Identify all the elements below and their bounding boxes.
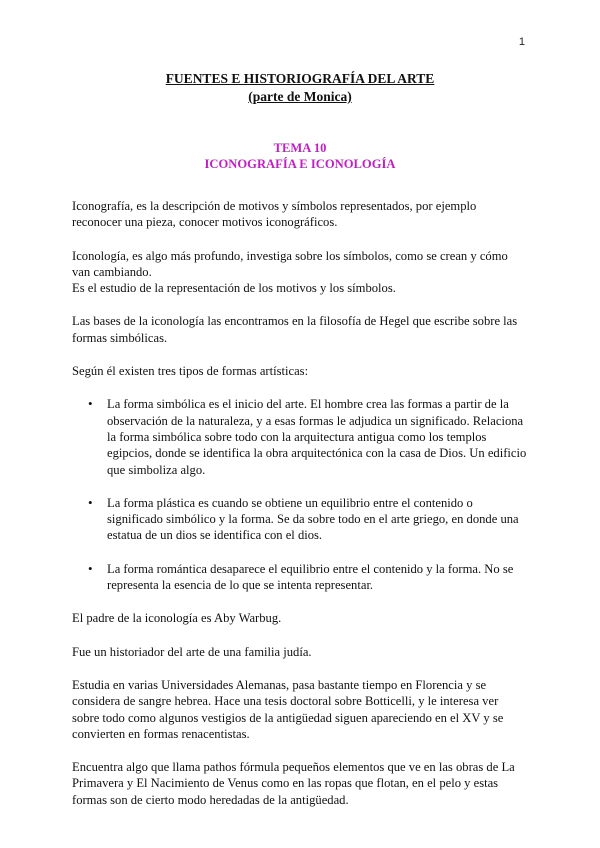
list-item: • La forma romántica desaparece el equilibrio entre el contenido y la forma. No se representa la esencia de lo que se intenta representar. [72, 561, 528, 594]
paragraph-iconologia-line2: Es el estudio de la representación de los motivos y los símbolos. [72, 281, 396, 296]
document-body [72, 70, 528, 825]
paragraph-iconologia-line1: Iconología, es algo más profundo, investiga sobre los símbolos, como se crean y cómo van cambiando. [72, 248, 508, 279]
topic-name: ICONOGRAFÍA E ICONOLOGÍA [204, 157, 396, 171]
paragraph-iconografia: Iconografía, es la descripción de motivos y símbolos representados, por ejemplo reconocer una pieza, conocer motivos iconográficos. [72, 199, 477, 230]
paragraph-tipos: Según él existen tres tipos de formas artísticas: [72, 364, 309, 379]
document-subtitle: (parte de Monica) [248, 89, 352, 104]
paragraph-padre: El padre de la iconología es Aby Warbug. [72, 611, 282, 626]
paragraph-historiador: Fue un historiador del arte de una familia judía. [72, 644, 312, 659]
document-title: FUENTES E HISTORIOGRAFÍA DEL ARTE [165, 71, 435, 86]
paragraph-estudia: Estudia en varias Universidades Alemanas, pasa bastante tiempo en Florencia y se considera de sangre hebrea. Hace una tesis doctoral sobre Botticelli, y le interesa ver sobre todo como algunos vestigios de la antigüedad siguen apareciendo en el XV y se convierten en formas renacentistas. [72, 677, 504, 741]
list-item: • La forma simbólica es el inicio del arte. El hombre crea las formas a partir de la observación de la naturaleza, y a esas formas le adjudica un significado. Relaciona la forma simbólica sobre todo con la arquitectura antigua como los templos egipcios, donde se identifica la obra arquitectónica con la casa de Dios. Un edificio que simboliza algo. [72, 396, 528, 477]
document-header [72, 70, 528, 106]
spacer [72, 172, 528, 198]
page-number: 1 [518, 36, 525, 48]
topic-number: TEMA 10 [273, 141, 327, 155]
list-item: • La forma plástica es cuando se obtiene un equilibrio entre el contenido o significado simbólico y la forma. Se da sobre todo en el arte griego, en donde una estatua de un dios se identifica con el dios. [72, 495, 528, 544]
paragraph-hegel: Las bases de la iconología las encontramos en la filosofía de Hegel que escribe sobre las formas simbólicas. [72, 314, 518, 345]
forms-list [72, 396, 528, 593]
paragraph-iconologia [72, 248, 528, 297]
topic-heading [72, 140, 528, 172]
paragraph-pathos: Encuentra algo que llama pathos fórmula pequeños elementos que ve en las obras de La Primavera y El Nacimiento de Venus como en las ropas que flotan, en el pelo y estas formas son de cierto modo heredadas de la antigüedad. [72, 760, 515, 807]
